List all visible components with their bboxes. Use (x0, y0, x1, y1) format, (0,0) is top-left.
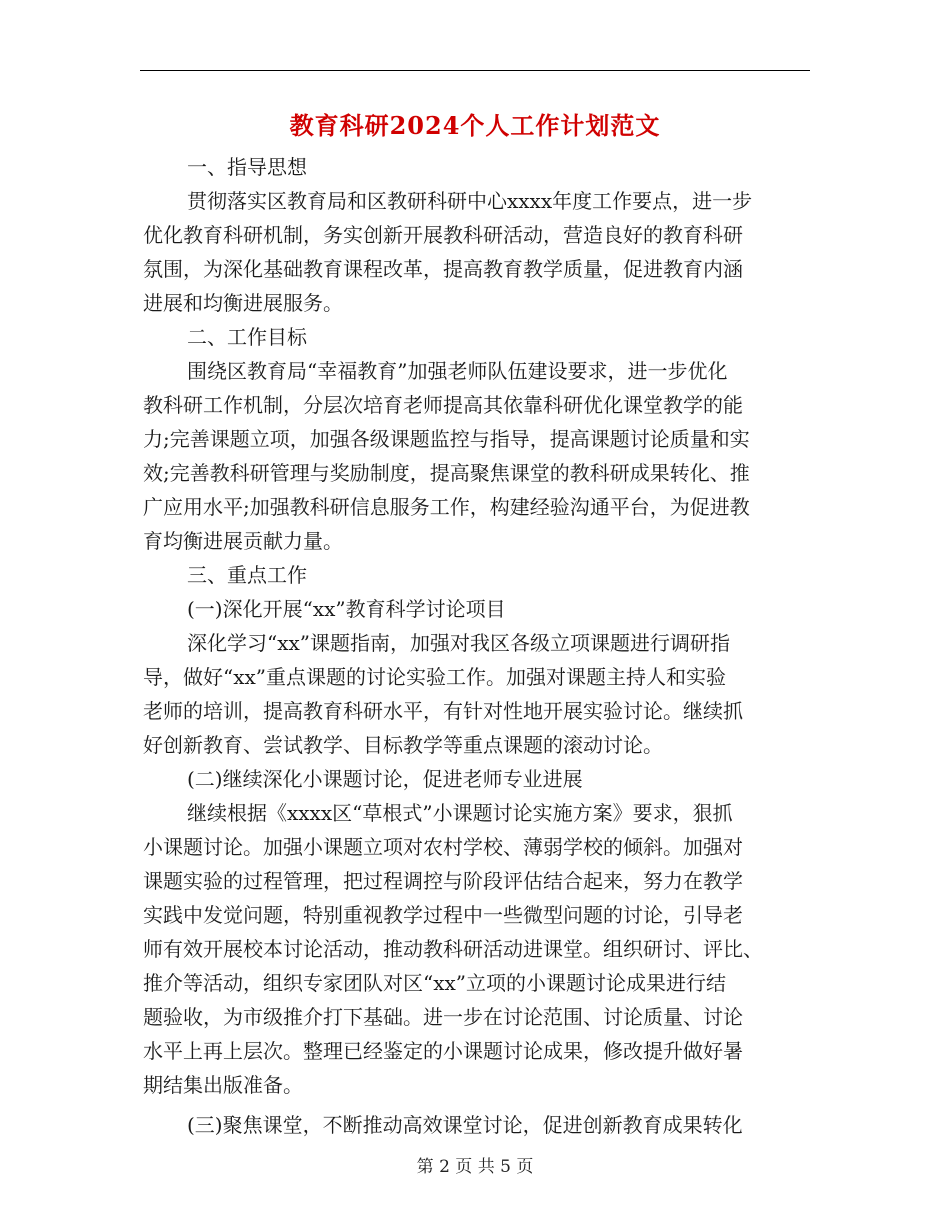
document-body (143, 150, 811, 1142)
text-line: 优化教育科研机制，务实创新开展教科研活动，营造良好的教育科研 (143, 223, 743, 247)
text-line: 三、重点工作 (187, 563, 307, 587)
text-line: 围绕区教育局“幸福教育”加强老师队伍建设要求，进一步优化 (187, 359, 728, 383)
text-line: 好创新教育、尝试教学、目标教学等重点课题的滚动讨论。 (143, 733, 663, 757)
header-rule (140, 70, 810, 71)
text-line: 氛围，为深化基础教育课程改革，提高教育教学质量，促进教育内涵 (143, 257, 743, 281)
text-line: 继续根据《xxxx区“草根式”小课题讨论实施方案》要求，狠抓 (187, 801, 733, 825)
page-number: 第 2 页 共 5 页 (416, 1157, 534, 1177)
text-line: 水平上再上层次。整理已经鉴定的小课题讨论成果，修改提升做好暑 (143, 1039, 743, 1063)
text-line: 期结集出版准备。 (143, 1073, 303, 1097)
text-line: 课题实验的过程管理，把过程调控与阶段评估结合起来，努力在教学 (143, 869, 743, 893)
text-line: 二、工作目标 (187, 325, 307, 349)
text-line: 师有效开展校本讨论活动，推动教科研活动进课堂。组织研讨、评比、 (143, 937, 763, 961)
text-line: 贯彻落实区教育局和区教研科研中心xxxx年度工作要点，进一步 (187, 189, 753, 213)
text-line: 老师的培训，提高教育科研水平，有针对性地开展实验讨论。继续抓 (143, 699, 743, 723)
text-line: 力;完善课题立项，加强各级课题监控与指导，提高课题讨论质量和实 (143, 427, 750, 451)
text-line: 教科研工作机制，分层次培育老师提高其依靠科研优化课堂教学的能 (143, 393, 743, 417)
text-line: 广应用水平;加强教科研信息服务工作，构建经验沟通平台，为促进教 (143, 495, 750, 519)
text-line: 效;完善教科研管理与奖励制度，提高聚焦课堂的教科研成果转化、推 (143, 461, 750, 485)
text-line: 深化学习“xx”课题指南，加强对我区各级立项课题进行调研指 (187, 631, 731, 655)
text-line: (二)继续深化小课题讨论，促进老师专业进展 (187, 767, 583, 791)
text-line: 导，做好“xx”重点课题的讨论实验工作。加强对课题主持人和实验 (143, 665, 727, 689)
text-line: 实践中发觉问题，特别重视教学过程中一些微型问题的讨论，引导老 (143, 903, 743, 927)
text-line: (一)深化开展“xx”教育科学讨论项目 (187, 597, 506, 621)
text-line: 题验收，为市级推介打下基础。进一步在讨论范围、讨论质量、讨论 (143, 1005, 743, 1029)
text-line: 进展和均衡进展服务。 (143, 291, 343, 315)
text-line: (三)聚焦课堂，不断推动高效课堂讨论，促进创新教育成果转化 (187, 1113, 743, 1137)
text-line: 育均衡进展贡献力量。 (143, 529, 343, 553)
text-line: 一、指导思想 (187, 155, 307, 179)
text-line: 小课题讨论。加强小课题立项对农村学校、薄弱学校的倾斜。加强对 (143, 835, 743, 859)
text-line: 推介等活动，组织专家团队对区“xx”立项的小课题讨论成果进行结 (143, 971, 727, 995)
document-title: 教育科研2024个人工作计划范文 (289, 111, 661, 140)
